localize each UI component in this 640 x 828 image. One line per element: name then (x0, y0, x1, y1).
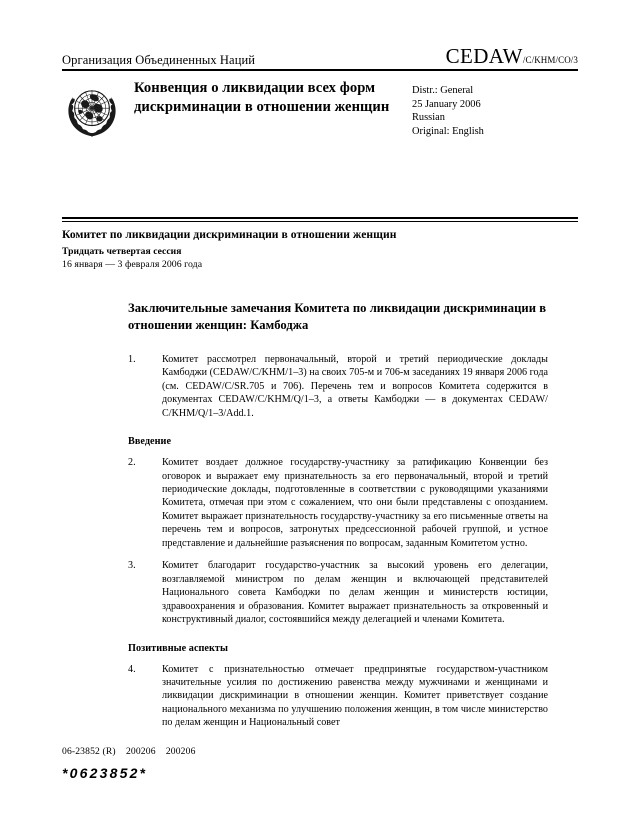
paragraph-text: Комитет благодарит государство-участник за высокий уровень его делегации, возглавляемой министром по делам женщин и включающей представителей Национального совета Камбоджи по делам женщин и министерств юстиции, здравоохранения и образования. Комитет выражает признательность за откровенный и конструктивный диалог, состоявшийся между делегацией и членами Комитета. (162, 560, 548, 626)
committee-divider-thin (62, 221, 578, 222)
document-symbol-suffix: /C/KHM/CO/3 (522, 55, 578, 65)
paragraph-1 (128, 353, 548, 420)
masthead (62, 46, 578, 139)
original-language: Original: English (412, 125, 484, 137)
paragraph-text: Комитет с признательностью отмечает предпринятые государством-участником значительные усилия по достижению равенства между мужчинами и женщинами и ликвидации дискриминации в отношении женщин. Комитет приветствует создание национального механизма по улучшению положения женщин, в том числе министерство по делам женщин и Национальный совет (162, 663, 548, 729)
convention-title: Конвенция о ликвидации всех форм дискриминации в отношении женщин (134, 80, 390, 115)
page-footer (62, 745, 578, 782)
committee-block (62, 228, 502, 271)
masthead-body-row (62, 71, 578, 139)
distribution-type: Distr.: General (412, 85, 474, 96)
paragraph-number: 2. (128, 457, 136, 469)
paragraph-text: Комитет рассмотрел первоначальный, второй и третий периодические доклады Камбоджи (CEDAW/C/KHM/1–3) на своих 705-м и 706-м заседаниях 19 января 2006 года (см. CEDAW/C/SR.705 и 706). Перечень тем и вопросов Комитета содержится в документах CEDAW/C/KHM/Q/1–3, а ответы Камбоджи — в документах CEDAW/ C/KHM/Q/1–3/Add.1. (162, 353, 548, 419)
paragraph-number: 3. (128, 560, 136, 572)
paragraph-number: 1. (128, 353, 136, 365)
page-title: Заключительные замечания Комитета по ликвидации дискриминации в отношении женщин: Камбоджа (128, 301, 547, 333)
committee-divider (62, 217, 578, 222)
session-number: Тридцать четвертая сессия (62, 245, 182, 257)
document-body (128, 300, 548, 739)
session-dates: 16 января — 3 февраля 2006 года (62, 258, 203, 270)
organization-name: Организация Объединенных Наций (62, 53, 256, 67)
distribution-date: 25 January 2006 (412, 98, 481, 110)
paragraph-3 (128, 559, 548, 626)
document-symbol-main: CEDAW (445, 44, 523, 68)
paragraph-number: 4. (128, 663, 136, 675)
paragraph-4 (128, 663, 548, 730)
committee-divider-thick (62, 217, 578, 219)
un-emblem-icon (64, 83, 120, 139)
heading-positive-aspects: Позитивные аспекты (128, 642, 228, 654)
document-language: Russian (412, 112, 445, 124)
distribution-block (412, 84, 562, 138)
heading-introduction: Введение (128, 436, 172, 448)
document-symbol (446, 46, 578, 67)
committee-name: Комитет по ликвидации дискриминации в отношении женщин (62, 228, 397, 241)
masthead-top-row (62, 46, 578, 69)
job-number: 06-23852 (R) 200206 200206 (62, 746, 196, 757)
paragraph-2 (128, 456, 548, 550)
barcode-text: *0623852* (62, 765, 148, 781)
paragraph-text: Комитет воздает должное государству-участнику за ратификацию Конвенции без оговорок и выражает ему признательность за его первоначальный, второй и третий периодические доклады, подготовленные в соответствии с руководящими указаниями Комитета, отмечая при этом с сожалением, что они были представлены с опозданием. Комитет выражает признательность государству-участнику за его письменные ответы на перечень тем и вопросов, затронутых предсессионной рабочей группой, и устное представление и дальнейшие разъяснения по вопросам, заданным Комитетом устно. (162, 457, 548, 549)
